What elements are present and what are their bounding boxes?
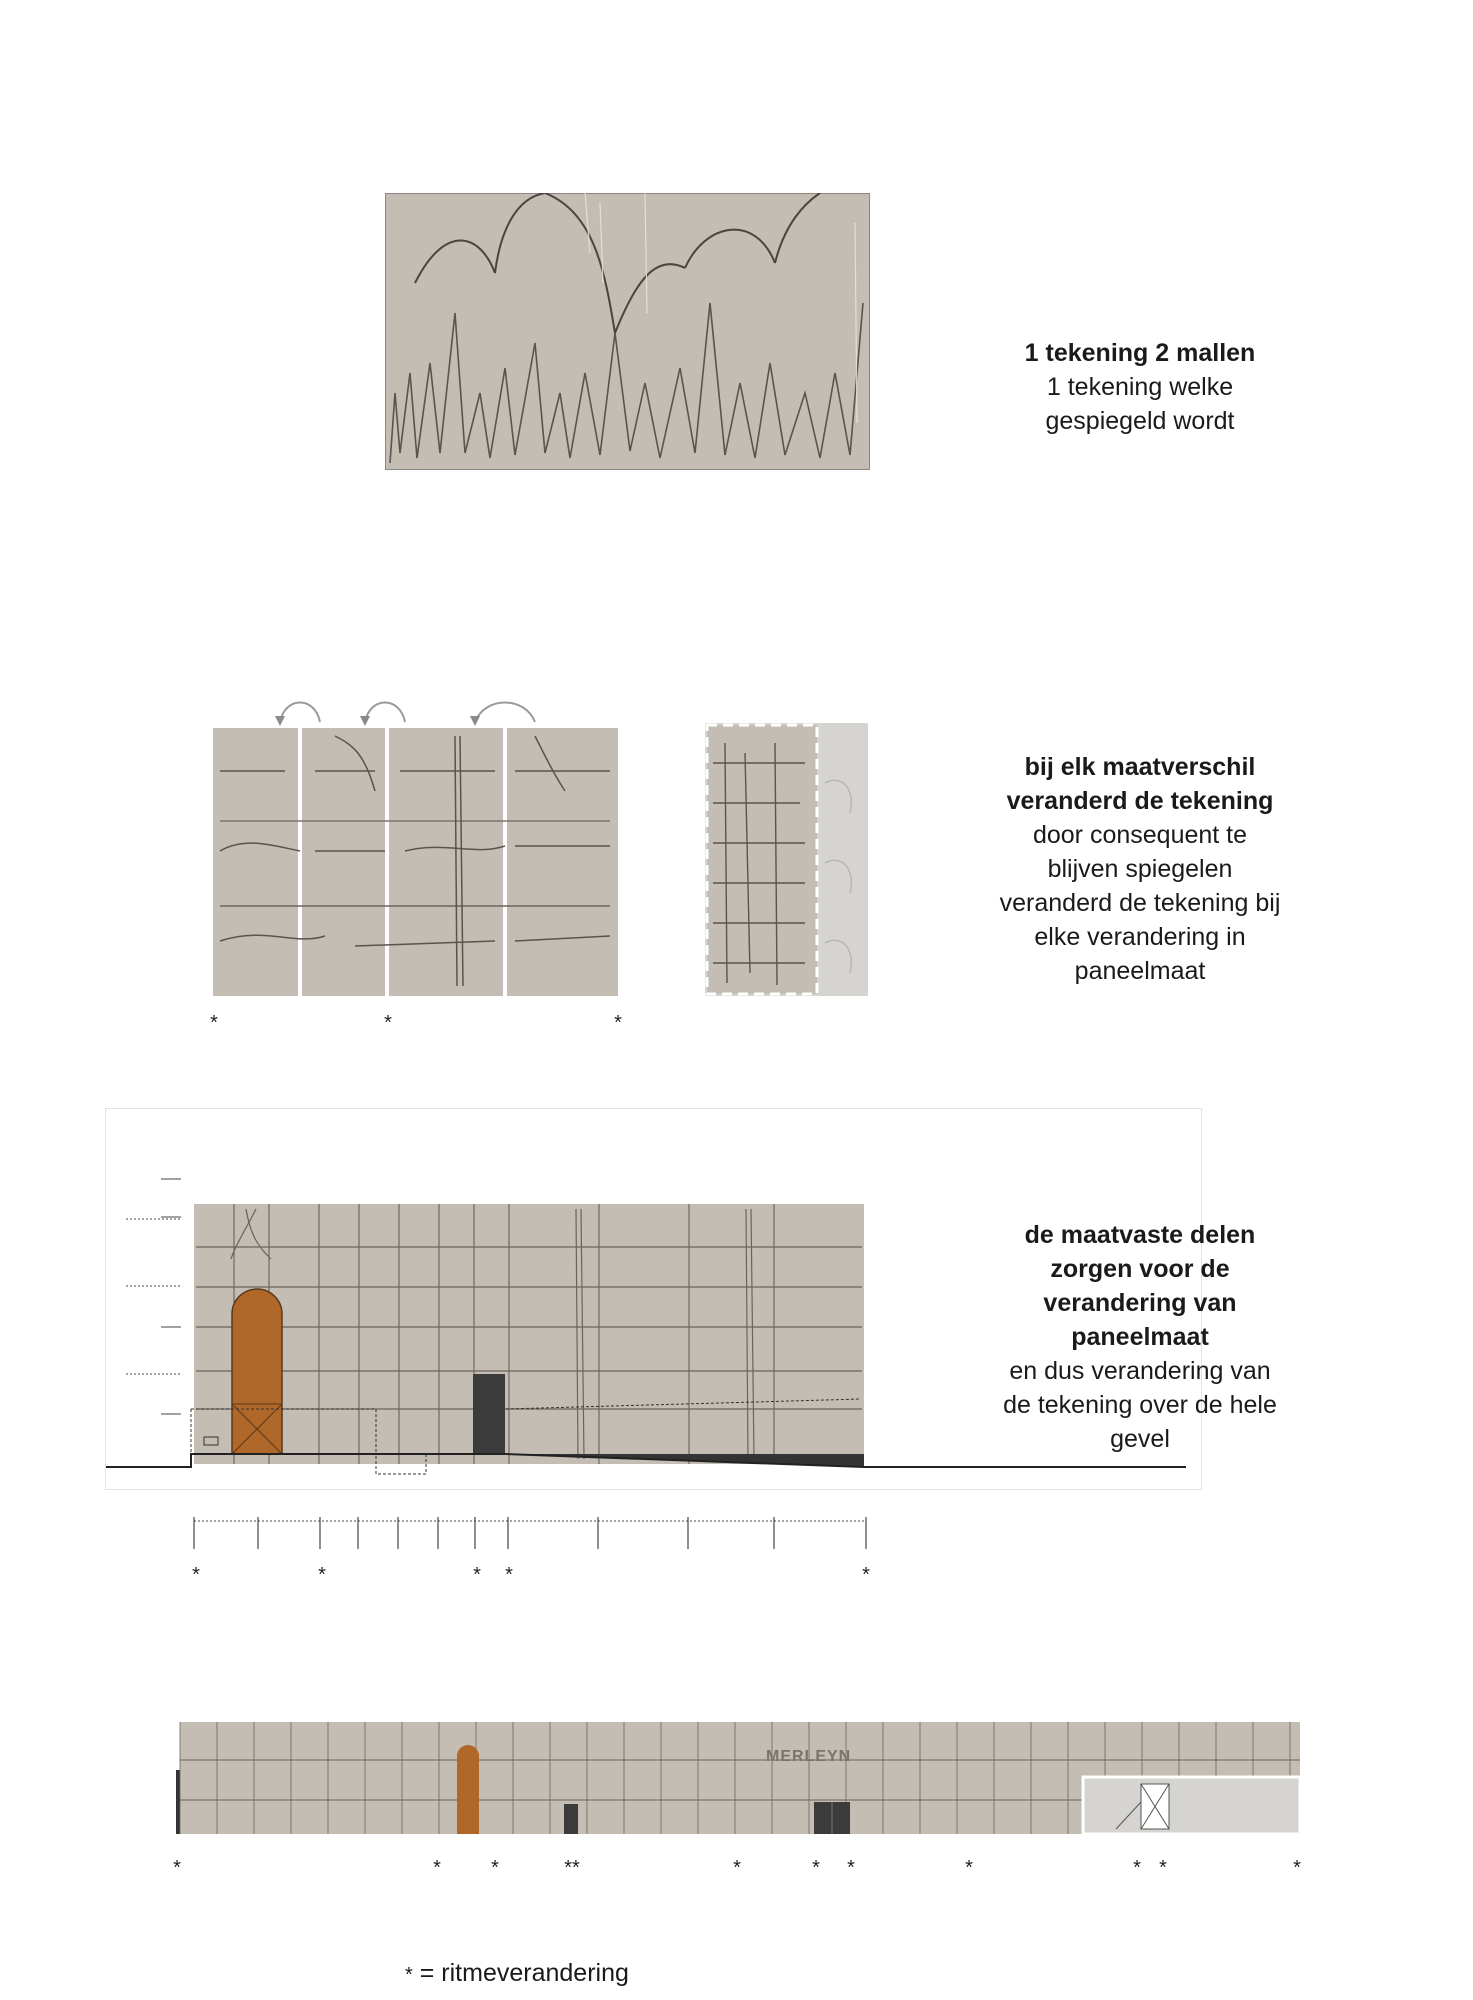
- legend-text: = ritmeverandering: [419, 1959, 629, 1987]
- caption-line: 1 tekening welke: [1046, 373, 1234, 401]
- rhythm-mark: *: [1293, 1857, 1301, 1879]
- rhythm-mark: *: [173, 1857, 181, 1879]
- panel-drawing-single: [385, 193, 870, 470]
- caption-line: gespiegeld wordt: [1045, 407, 1235, 435]
- caption-title: de maatvaste delen: [1024, 1221, 1256, 1249]
- caption-title: paneelmaat: [1071, 1323, 1209, 1351]
- rhythm-mark: *: [1159, 1857, 1167, 1879]
- legend: [405, 1958, 629, 1990]
- rhythm-mark: *: [473, 1564, 481, 1586]
- rhythm-mark: *: [505, 1564, 513, 1586]
- building-sign: MERLEYN: [766, 1748, 852, 1765]
- caption-line: gevel: [1110, 1425, 1170, 1453]
- rhythm-mark: *: [862, 1564, 870, 1586]
- caption-line: veranderd de tekening bij: [999, 889, 1281, 917]
- mirror-arrows: [280, 703, 535, 723]
- panel-half-comparison: [705, 723, 868, 996]
- rhythm-mark: *: [812, 1857, 820, 1879]
- rhythm-mark: *: [965, 1857, 973, 1879]
- full-facade: [176, 1722, 1301, 1837]
- mirrored-panels: [205, 696, 625, 1000]
- rhythm-mark: *: [614, 1012, 622, 1034]
- rhythm-mark: *: [384, 1012, 392, 1034]
- dimension-ruler: [190, 1515, 870, 1555]
- caption-line: paneelmaat: [1074, 957, 1206, 985]
- ruler-ticks: [190, 1515, 870, 1555]
- caption-title: 1 tekening 2 mallen: [1024, 339, 1256, 367]
- caption-line: de tekening over de hele: [1003, 1391, 1277, 1419]
- caption-line: door consequent te: [1032, 821, 1248, 849]
- caption-line: en dus verandering van: [1009, 1357, 1271, 1385]
- caption-title: zorgen voor de: [1050, 1255, 1230, 1283]
- rhythm-mark: **: [564, 1857, 580, 1879]
- caption-section-3: [930, 1218, 1350, 1456]
- rhythm-mark: *: [733, 1857, 741, 1879]
- rhythm-mark: *: [318, 1564, 326, 1586]
- relief-drawing: [385, 193, 870, 470]
- caption-title: veranderd de tekening: [1006, 787, 1274, 815]
- rhythm-mark: *: [491, 1857, 499, 1879]
- full-facade-drawing: [176, 1722, 1301, 1837]
- caption-section-2: [930, 750, 1350, 988]
- caption-line: elke verandering in: [1034, 923, 1246, 951]
- caption-title: bij elk maatverschil: [1024, 753, 1256, 781]
- caption-title: verandering van: [1043, 1289, 1237, 1317]
- caption-section-1: [930, 336, 1350, 438]
- rhythm-mark: *: [210, 1012, 218, 1034]
- mirror-diagram: [205, 696, 625, 1000]
- rhythm-mark: *: [847, 1857, 855, 1879]
- rhythm-mark: *: [433, 1857, 441, 1879]
- rhythm-mark: *: [1133, 1857, 1141, 1879]
- legend-symbol: *: [405, 1964, 413, 1986]
- rhythm-mark: *: [192, 1564, 200, 1586]
- half-panel-diagram: [705, 723, 868, 996]
- caption-line: blijven spiegelen: [1047, 855, 1233, 883]
